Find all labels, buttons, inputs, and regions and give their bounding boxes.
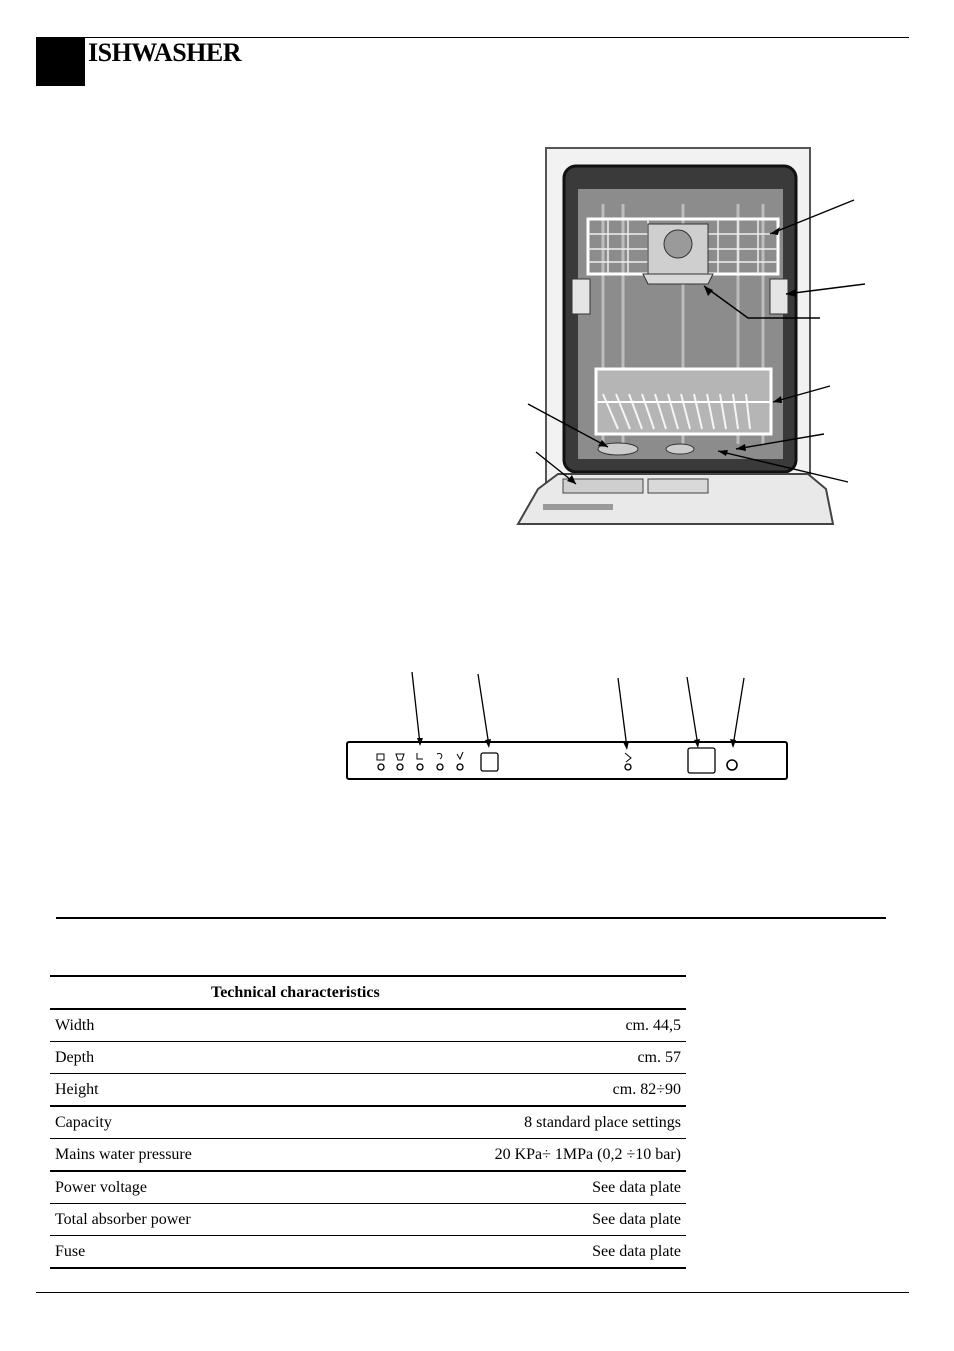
row-label: Power voltage — [50, 1171, 322, 1204]
table-row — [50, 1074, 686, 1107]
row-label: Depth — [50, 1042, 322, 1074]
page-title: ISHWASHER — [88, 38, 241, 67]
dishwasher-photo — [508, 144, 868, 539]
table-row — [50, 1009, 686, 1042]
technical-characteristics-table — [50, 975, 686, 1269]
row-label: Height — [50, 1074, 322, 1107]
bottom-rule — [36, 1292, 909, 1293]
table-row — [50, 1106, 686, 1139]
table-row — [50, 1171, 686, 1204]
table-row — [50, 1042, 686, 1074]
row-label: Mains water pressure — [50, 1139, 322, 1172]
row-label: Total absorber power — [50, 1204, 322, 1236]
row-value: cm. 82÷90 — [322, 1074, 686, 1107]
row-value: See data plate — [322, 1204, 686, 1236]
row-value: See data plate — [322, 1171, 686, 1204]
row-label: Width — [50, 1009, 322, 1042]
table-heading: Technical characteristics — [50, 976, 686, 1009]
section-divider — [56, 917, 886, 919]
table-row — [50, 1204, 686, 1236]
row-value: See data plate — [322, 1236, 686, 1269]
row-value: 20 KPa÷ 1MPa (0,2 ÷10 bar) — [322, 1139, 686, 1172]
row-value: 8 standard place settings — [322, 1106, 686, 1139]
title-initial-block — [36, 37, 85, 86]
row-label: Capacity — [50, 1106, 322, 1139]
table-header-row — [50, 976, 686, 1009]
table-row — [50, 1139, 686, 1172]
row-value: cm. 57 — [322, 1042, 686, 1074]
row-label: Fuse — [50, 1236, 322, 1269]
row-value: cm. 44,5 — [322, 1009, 686, 1042]
control-panel — [340, 668, 792, 784]
table-row — [50, 1236, 686, 1269]
